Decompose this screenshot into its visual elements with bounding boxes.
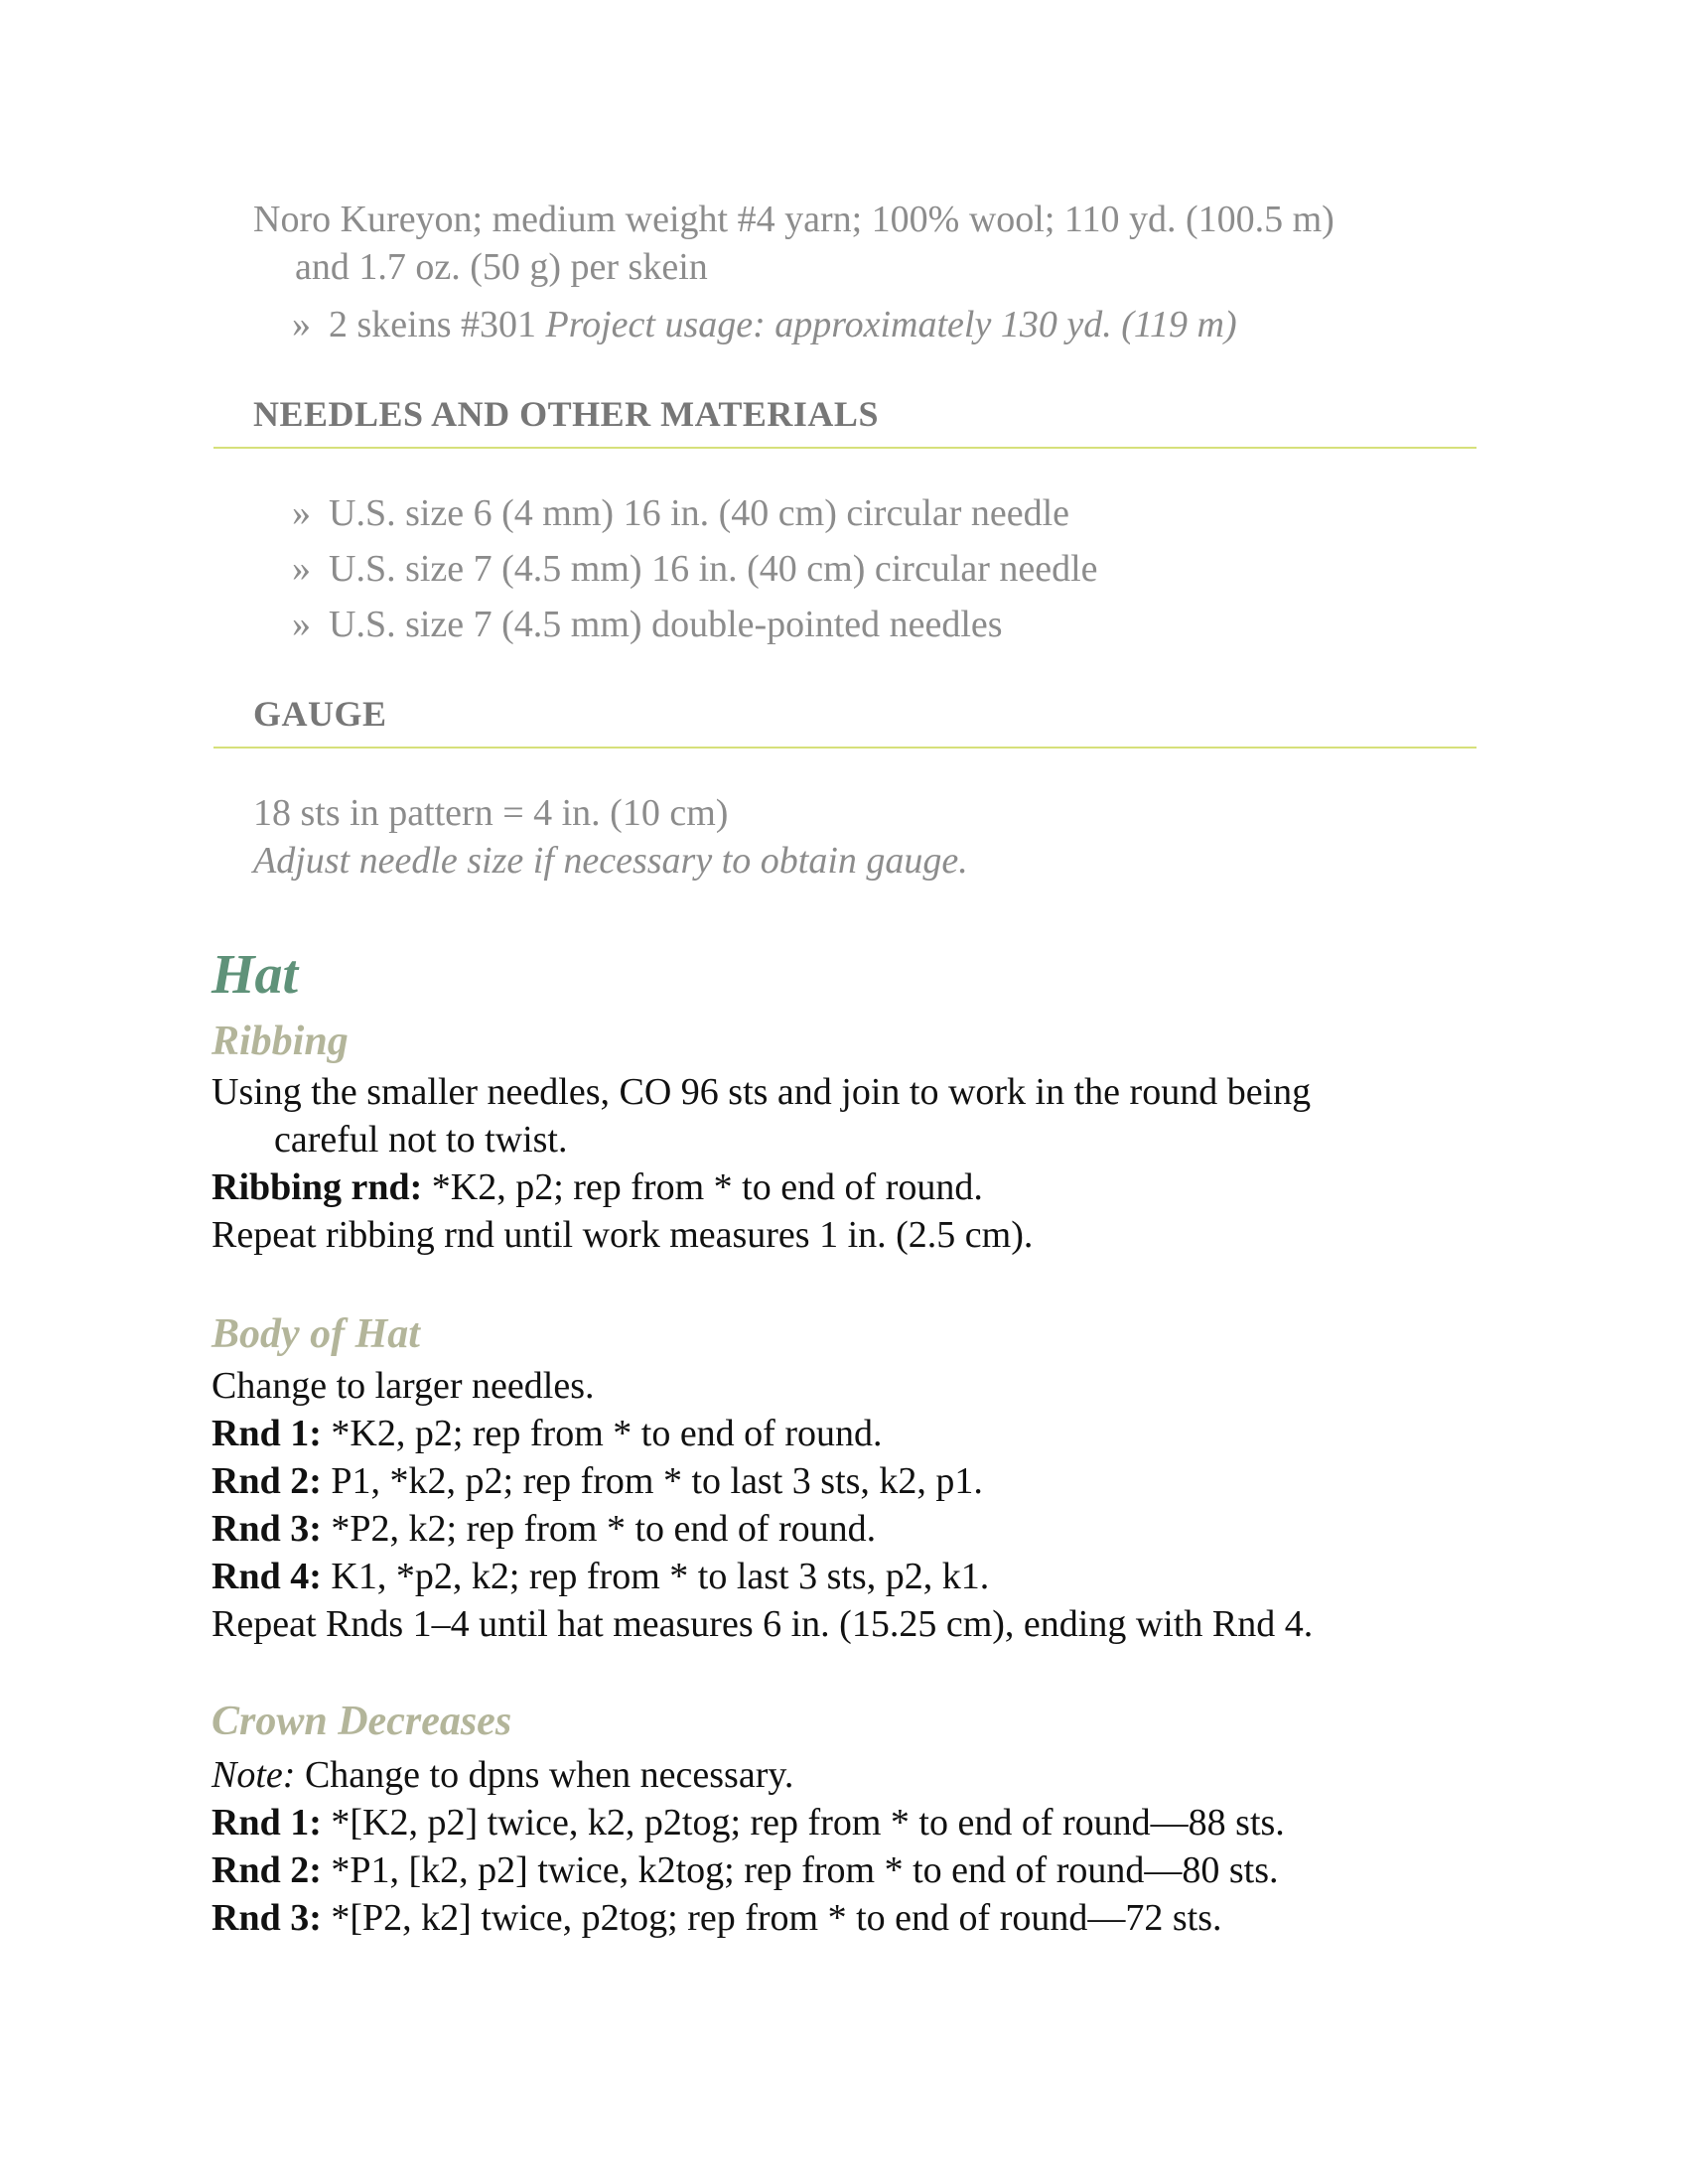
crown-round xyxy=(211,1799,1285,1846)
body-title: Body of Hat xyxy=(211,1311,420,1357)
hat-title: Hat xyxy=(211,944,299,1006)
round-text: *[P2, k2] twice, p2tog; rep from * to end of round—72 sts. xyxy=(321,1897,1222,1939)
crown-note-text: Change to dpns when necessary. xyxy=(295,1754,794,1796)
round-text: *P1, [k2, p2] twice, k2tog; rep from * to end of round—80 sts. xyxy=(321,1849,1279,1891)
round-text: K1, *p2, k2; rep from * to last 3 sts, p2, k1. xyxy=(321,1556,990,1597)
ribbing-repeat: Repeat ribbing rnd until work measures 1 in. (2.5 cm). xyxy=(211,1214,1034,1256)
needles-divider xyxy=(213,447,1477,449)
body-repeat: Repeat Rnds 1–4 until hat measures 6 in. (15.25 cm), ending with Rnd 4. xyxy=(211,1603,1314,1645)
round-text: P1, *k2, p2; rep from * to last 3 sts, k2, p1. xyxy=(321,1460,983,1502)
yarn-skein-item xyxy=(292,301,1237,348)
bullet-icon: » xyxy=(292,604,311,645)
yarn-description xyxy=(253,196,1494,291)
crown-note xyxy=(211,1751,793,1799)
bullet-icon: » xyxy=(292,492,311,534)
body-round xyxy=(211,1505,876,1553)
crown-title: Crown Decreases xyxy=(211,1699,512,1744)
gauge-note: Adjust needle size if necessary to obtain gauge. xyxy=(253,840,968,882)
gauge-stitches: 18 sts in pattern = 4 in. (10 cm) xyxy=(253,792,729,834)
skein-count: 2 skeins #301 xyxy=(329,304,536,345)
round-label: Rnd 4: xyxy=(211,1556,322,1597)
needle-item xyxy=(292,545,1098,593)
round-label: Rnd 2: xyxy=(211,1849,322,1891)
round-text: *K2, p2; rep from * to end of round. xyxy=(321,1413,883,1454)
bullet-icon: » xyxy=(292,304,311,345)
crown-round xyxy=(211,1846,1278,1894)
ribbing-round-label: Ribbing rnd: xyxy=(211,1166,423,1208)
round-label: Rnd 1: xyxy=(211,1802,322,1843)
ribbing-line-2: careful not to twist. xyxy=(274,1119,568,1160)
gauge-heading: GAUGE xyxy=(253,694,387,734)
needle-item xyxy=(292,601,1003,648)
needle-item xyxy=(292,489,1069,537)
needle-item-text: U.S. size 6 (4 mm) 16 in. (40 cm) circular needle xyxy=(329,492,1070,534)
needles-heading: NEEDLES AND OTHER MATERIALS xyxy=(253,394,879,434)
ribbing-round-text: *K2, p2; rep from * to end of round. xyxy=(422,1166,983,1208)
needle-item-text: U.S. size 7 (4.5 mm) double-pointed needles xyxy=(329,604,1003,645)
body-round xyxy=(211,1457,983,1505)
round-text: *[K2, p2] twice, k2, p2tog; rep from * to end of round—88 sts. xyxy=(321,1802,1285,1843)
round-label: Rnd 2: xyxy=(211,1460,322,1502)
body-round xyxy=(211,1410,883,1457)
gauge-divider xyxy=(213,747,1477,749)
ribbing-title: Ribbing xyxy=(211,1019,349,1064)
body-round xyxy=(211,1553,989,1600)
ribbing-line-1: Using the smaller needles, CO 96 sts and join to work in the round being xyxy=(211,1071,1312,1113)
yarn-line-2: and 1.7 oz. (50 g) per skein xyxy=(295,246,708,288)
round-text: *P2, k2; rep from * to end of round. xyxy=(321,1508,877,1550)
round-label: Rnd 3: xyxy=(211,1897,322,1939)
crown-note-label: Note: xyxy=(211,1754,296,1796)
body-intro: Change to larger needles. xyxy=(211,1365,595,1407)
bullet-icon: » xyxy=(292,548,311,590)
needle-item-text: U.S. size 7 (4.5 mm) 16 in. (40 cm) circular needle xyxy=(329,548,1098,590)
round-label: Rnd 3: xyxy=(211,1508,322,1550)
project-usage: Project usage: approximately 130 yd. (119 m) xyxy=(545,304,1237,345)
yarn-line-1: Noro Kureyon; medium weight #4 yarn; 100% wool; 110 yd. (100.5 m) xyxy=(253,199,1335,240)
crown-round xyxy=(211,1894,1221,1942)
round-label: Rnd 1: xyxy=(211,1413,322,1454)
ribbing-round xyxy=(211,1163,983,1211)
